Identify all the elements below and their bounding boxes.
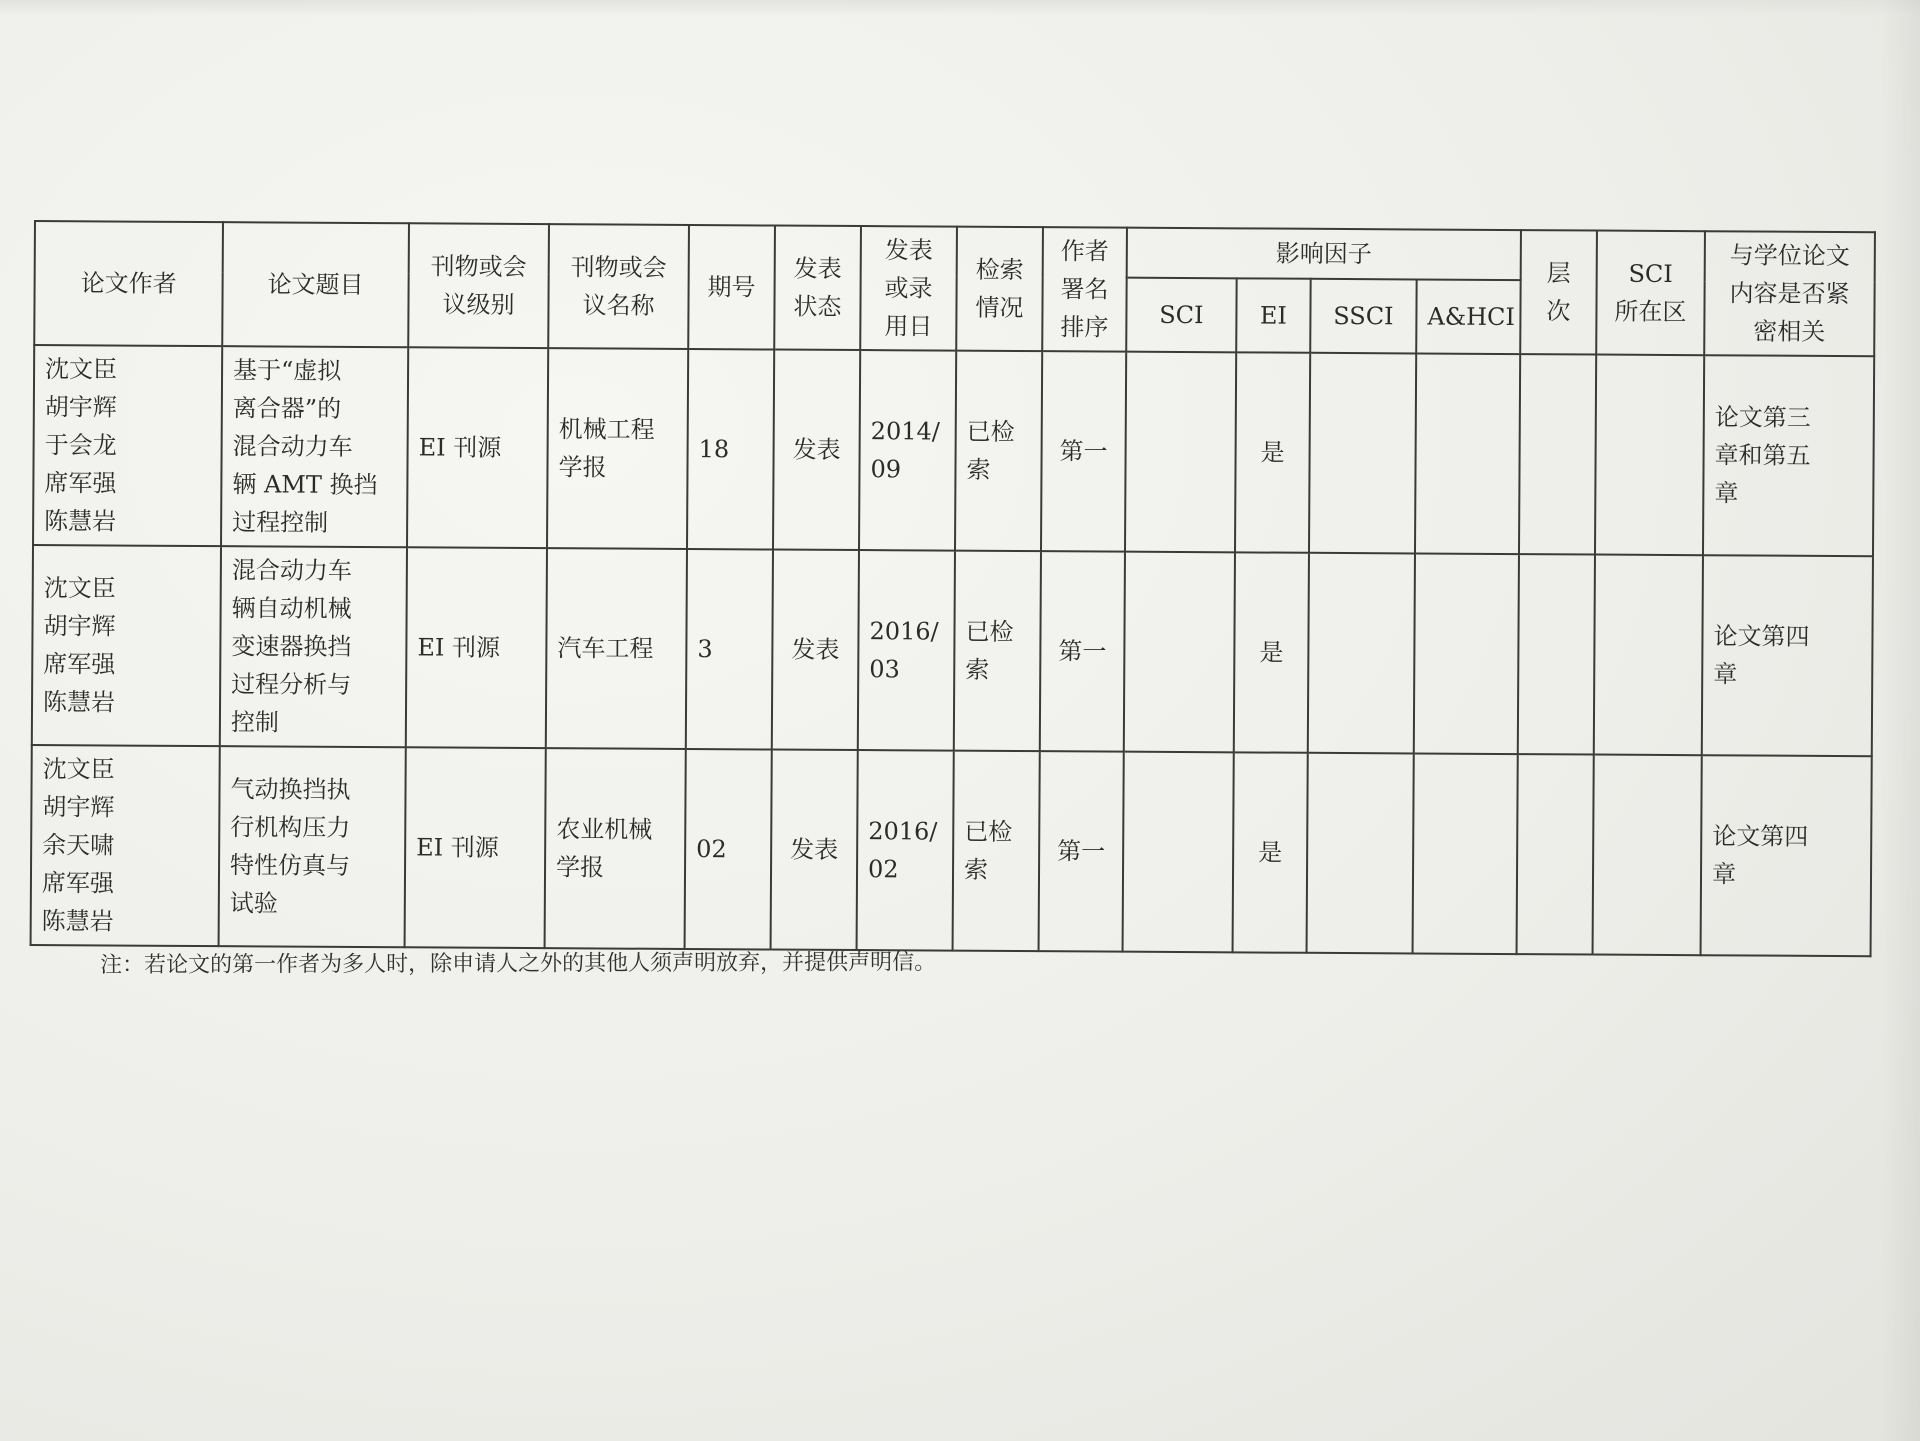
- cell-issue: 18: [687, 349, 774, 550]
- journal-line: 学报: [555, 853, 605, 882]
- cell-authors: [33, 345, 222, 546]
- header-tier-line: 次: [1546, 297, 1571, 326]
- header-index-line: 情况: [975, 293, 1024, 323]
- cell-index: [953, 751, 1040, 952]
- cell-authors: [31, 745, 220, 946]
- header-tier: [1520, 230, 1597, 354]
- title-line: 控制: [230, 708, 280, 737]
- author-name: 陈慧岩: [41, 907, 114, 936]
- title-line: 基于“虚拟: [233, 356, 342, 385]
- date-line: 09: [870, 455, 902, 484]
- document-sheet: [30, 220, 1874, 957]
- header-sci-zone-line: 所在区: [1614, 297, 1687, 327]
- header-impact-factor: 影响因子: [1127, 228, 1521, 281]
- cell-date: [857, 750, 954, 951]
- header-impact-ssci: SSCI: [1310, 279, 1416, 353]
- header-date: [860, 226, 957, 351]
- cell-relevance: [1702, 555, 1873, 756]
- header-rank-line: 署名: [1060, 275, 1109, 304]
- cell-sci: [1125, 352, 1236, 553]
- relevance-line: 论文第三: [1714, 403, 1811, 432]
- header-journal: [548, 224, 689, 349]
- cell-ahci: [1415, 353, 1520, 554]
- header-impact-ei: EI: [1236, 279, 1310, 353]
- cell-title: [220, 546, 407, 747]
- date-line: 2016/: [869, 617, 939, 646]
- cell-index: [954, 551, 1041, 752]
- cell-journal: [546, 548, 687, 749]
- title-line: 试验: [229, 889, 278, 918]
- cell-journal: [547, 348, 688, 549]
- cell-ssci: [1307, 753, 1414, 954]
- header-index-line: 检索: [975, 255, 1024, 285]
- cell-rank: 第一: [1040, 551, 1125, 752]
- cell-ahci: [1414, 553, 1519, 754]
- date-line: 2014/: [870, 417, 940, 446]
- author-name: 胡宇辉: [44, 393, 117, 422]
- author-name: 于会龙: [44, 431, 117, 460]
- paper-top-edge: [0, 0, 1920, 16]
- cell-ahci: [1413, 753, 1518, 954]
- cell-title: [219, 746, 406, 947]
- author-name: 陈慧岩: [44, 507, 117, 536]
- header-relevance-line: 密相关: [1753, 317, 1826, 346]
- header-tier-line: 层: [1546, 259, 1571, 288]
- journal-line: 农业机械: [556, 815, 653, 844]
- cell-tier: [1517, 754, 1594, 954]
- table-row: [32, 545, 1873, 756]
- cell-title: [221, 346, 408, 547]
- journal-line: 学报: [558, 453, 607, 482]
- journal-line: 汽车工程: [557, 634, 654, 663]
- title-line: 行机构压力: [230, 813, 351, 842]
- relevance-line: 章和第五: [1714, 441, 1811, 470]
- cell-sci-zone: [1593, 755, 1702, 956]
- date-line: 03: [869, 655, 900, 684]
- author-name: 陈慧岩: [42, 688, 116, 717]
- title-line: 气动换挡执: [230, 775, 351, 804]
- header-journal-line: 刊物或会: [570, 253, 667, 282]
- date-line: 02: [867, 855, 899, 884]
- title-line: 过程分析与: [231, 670, 352, 699]
- relevance-line: 章: [1711, 860, 1737, 889]
- header-rank-line: 排序: [1060, 313, 1109, 342]
- cell-tier: [1518, 554, 1595, 754]
- header-date-line: 或录: [884, 274, 933, 303]
- cell-authors: [32, 545, 221, 746]
- paper-stack-shadow: [1880, 0, 1920, 1441]
- relevance-line: 章: [1713, 660, 1738, 689]
- cell-ei: 是: [1235, 352, 1310, 552]
- header-status-line: 发表: [793, 254, 842, 283]
- header-journal-line: 议名称: [582, 291, 655, 320]
- header-author: 论文作者: [34, 221, 223, 346]
- author-name: 席军强: [41, 869, 115, 898]
- header-level: [408, 223, 549, 348]
- author-name: 沈文臣: [45, 355, 118, 384]
- cell-date: [858, 550, 955, 751]
- cell-sci-zone: [1595, 355, 1704, 556]
- index-line: 已检: [964, 817, 1013, 846]
- author-name: 胡宇辉: [42, 793, 115, 822]
- relevance-line: 章: [1714, 479, 1739, 508]
- title-line: 离合器”的: [232, 394, 342, 423]
- header-impact-sci: SCI: [1126, 278, 1236, 352]
- title-line: 特性仿真与: [229, 851, 351, 880]
- cell-status: 发表: [771, 750, 858, 951]
- cell-level: EI 刊源: [405, 747, 546, 948]
- cell-sci-zone: [1594, 555, 1703, 756]
- cell-status: 发表: [772, 550, 859, 751]
- header-index: [956, 227, 1043, 352]
- cell-index: [955, 351, 1042, 552]
- cell-issue: 3: [686, 549, 773, 750]
- header-impact-ahci: A&HCI: [1416, 280, 1520, 354]
- publication-table: [30, 220, 1876, 957]
- header-relevance: [1704, 231, 1875, 356]
- cell-date: [859, 350, 956, 551]
- cell-relevance: [1703, 355, 1874, 556]
- table-row: [33, 345, 1874, 556]
- author-name: 席军强: [43, 650, 116, 679]
- table-row: [31, 745, 1872, 956]
- index-line: 已检: [966, 417, 1015, 446]
- header-relevance-line: 内容是否紧: [1729, 279, 1850, 309]
- title-line: 变速器换挡: [231, 632, 352, 661]
- author-name: 余天啸: [42, 831, 115, 860]
- author-name: 席军强: [44, 469, 117, 498]
- header-date-line: 用日: [884, 312, 933, 341]
- author-name: 沈文臣: [43, 574, 116, 603]
- cell-ssci: [1308, 553, 1415, 754]
- header-status-line: 状态: [793, 292, 842, 321]
- cell-sci: [1124, 552, 1235, 753]
- cell-rank: 第一: [1041, 351, 1126, 552]
- title-line: 过程控制: [232, 508, 329, 537]
- header-rank-line: 作者: [1060, 237, 1109, 266]
- index-line: 索: [966, 455, 991, 484]
- cell-issue: 02: [685, 749, 772, 950]
- journal-line: 机械工程: [558, 415, 655, 444]
- cell-level: EI 刊源: [406, 547, 547, 748]
- cell-rank: 第一: [1039, 751, 1124, 952]
- index-line: 索: [965, 655, 990, 684]
- title-line: 辆 AMT 换挡: [232, 470, 378, 500]
- cell-ei: 是: [1234, 552, 1309, 752]
- cell-ssci: [1309, 353, 1416, 554]
- header-issue: 期号: [688, 225, 775, 350]
- cell-status: 发表: [773, 350, 860, 551]
- header-level-line: 议级别: [442, 290, 515, 319]
- header-date-line: 发表: [884, 236, 933, 265]
- relevance-line: 论文第四: [1713, 622, 1810, 651]
- author-name: 胡宇辉: [43, 612, 116, 641]
- header-level-line: 刊物或会: [430, 252, 527, 282]
- cell-ei: 是: [1233, 752, 1308, 952]
- cell-level: EI 刊源: [407, 347, 548, 548]
- cell-relevance: [1701, 755, 1872, 956]
- header-status: [774, 226, 861, 351]
- header-sci-zone: [1596, 231, 1705, 356]
- footnote: 注：若论文的第一作者为多人时，除申请人之外的其他人须声明放弃，并提供声明信。: [100, 950, 937, 978]
- header-title: 论文题目: [222, 222, 409, 347]
- title-line: 混合动力车: [231, 556, 352, 585]
- header-relevance-line: 与学位论文: [1729, 241, 1850, 271]
- cell-tier: [1519, 354, 1596, 554]
- cell-journal: [545, 748, 686, 949]
- index-line: 已检: [965, 617, 1014, 646]
- date-line: 2016/: [868, 817, 938, 846]
- title-line: 混合动力车: [232, 432, 353, 461]
- cell-sci: [1123, 752, 1234, 953]
- header-row-1: [35, 221, 1875, 283]
- header-sci-zone-line: SCI: [1628, 259, 1673, 289]
- author-name: 沈文臣: [42, 755, 115, 784]
- title-line: 辆自动机械: [231, 594, 352, 623]
- relevance-line: 论文第四: [1712, 822, 1809, 851]
- index-line: 索: [963, 855, 989, 884]
- header-rank: [1042, 227, 1127, 352]
